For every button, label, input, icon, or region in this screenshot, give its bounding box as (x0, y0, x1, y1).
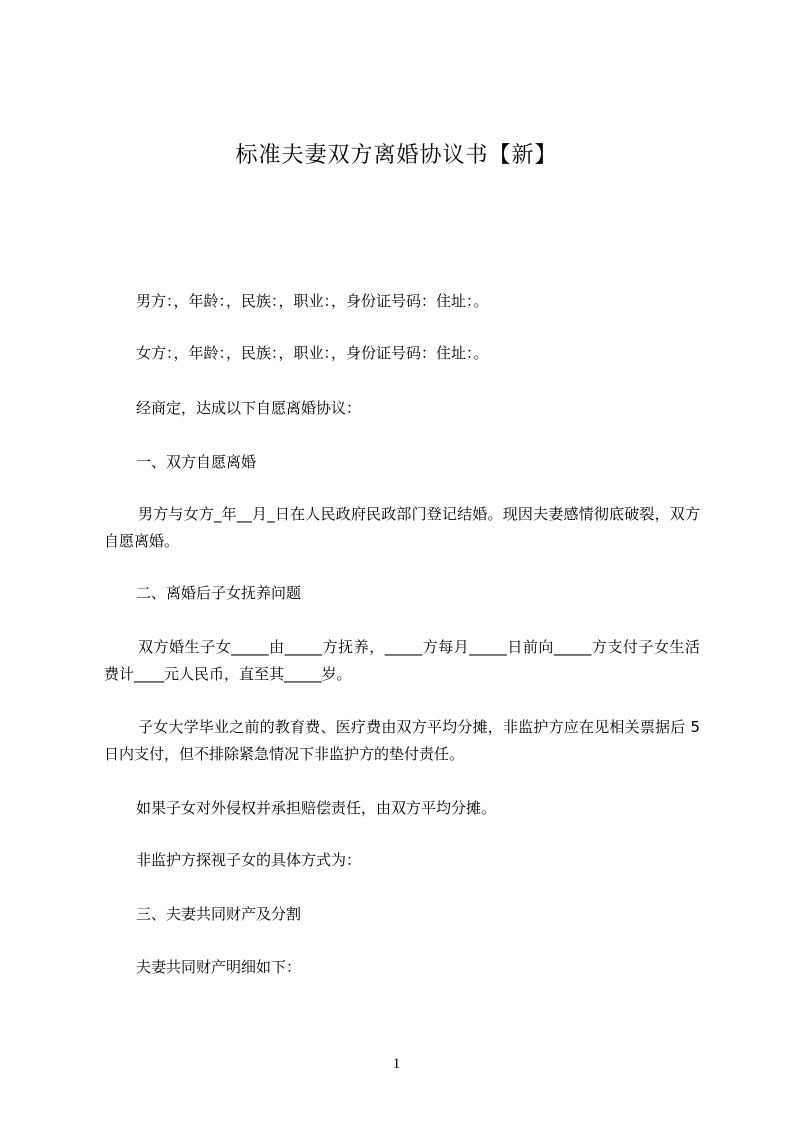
section-2-heading: 二、离婚后子女抚养问题 (136, 584, 302, 602)
section-3-assets-intro: 夫妻共同财产明细如下： (136, 958, 302, 976)
agreement-intro: 经商定，达成以下自愿离婚协议： (136, 399, 362, 417)
husband-info: 男方：，年龄：，民族：，职业：，身份证号码：住址：。 (136, 292, 489, 310)
wife-info: 女方：，年龄：，民族：，职业：，身份证号码：住址：。 (136, 344, 489, 362)
page-number: 1 (392, 1056, 401, 1072)
section-2-child-support: 双方婚生子女_____由_____方抚养，_____方每月_____日前向_____方支付子女生活费计____元人民币，直至其_____岁。 (104, 638, 700, 683)
section-1-heading: 一、双方自愿离婚 (136, 453, 257, 471)
section-1-body: 男方与女方_年__月_日在人民政府民政部门登记结婚。现因夫妻感情彻底破裂，双方自愿离婚。 (104, 505, 700, 550)
section-2-education-costs: 子女大学毕业之前的教育费、医疗费由双方平均分摊，非监护方应在见相关票据后 5 日内支付，但不排除紧急情况下非监护方的垫付责任。 (104, 718, 700, 763)
section-2-visitation: 非监护方探视子女的具体方式为： (136, 851, 362, 869)
section-3-heading: 三、夫妻共同财产及分割 (136, 905, 302, 923)
section-2-liability: 如果子女对外侵权并承担赔偿责任，由双方平均分摊。 (136, 799, 497, 817)
document-title: 标准夫妻双方离婚协议书【新】 (235, 143, 558, 168)
